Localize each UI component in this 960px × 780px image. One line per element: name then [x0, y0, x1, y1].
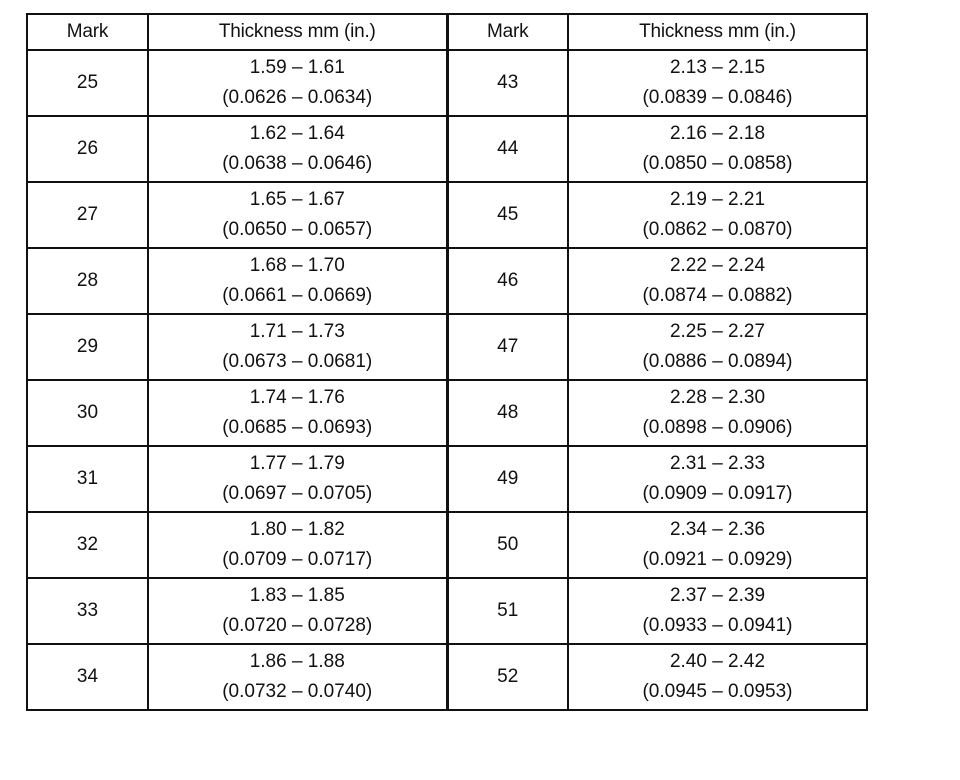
thickness-inch: (0.0839 – 0.0846): [642, 87, 793, 108]
thickness-cell: [148, 116, 447, 182]
table-row: [27, 50, 867, 116]
thickness-cell: [568, 182, 867, 248]
thickness-inch: (0.0933 – 0.0941): [642, 615, 793, 636]
thickness-mm: 2.16 – 2.18: [669, 123, 766, 144]
thickness-mm: 1.77 – 1.79: [249, 453, 345, 474]
mark-cell: 48: [447, 380, 568, 446]
thickness-inch: (0.0697 – 0.0705): [222, 483, 373, 504]
thickness-cell: [148, 446, 447, 512]
thickness-mm: 2.19 – 2.21: [669, 189, 766, 210]
thickness-inch: (0.0921 – 0.0929): [642, 549, 793, 570]
thickness-mm: 1.68 – 1.70: [249, 255, 345, 276]
thickness-inch: (0.0709 – 0.0717): [222, 549, 373, 570]
thickness-inch: (0.0638 – 0.0646): [222, 153, 373, 174]
thickness-mm: 1.86 – 1.88: [249, 651, 345, 672]
thickness-inch: (0.0898 – 0.0906): [642, 417, 793, 438]
mark-cell: 31: [27, 446, 148, 512]
mark-cell: 33: [27, 578, 148, 644]
thickness-inch: (0.0909 – 0.0917): [642, 483, 793, 504]
thickness-inch: (0.0886 – 0.0894): [642, 351, 793, 372]
thickness-mm: 1.71 – 1.73: [249, 321, 345, 342]
header-thickness: Thickness mm (in.): [148, 14, 447, 50]
thickness-inch: (0.0661 – 0.0669): [222, 285, 373, 306]
thickness-inch: (0.0626 – 0.0634): [222, 87, 373, 108]
thickness-mm: 2.34 – 2.36: [669, 519, 766, 540]
thickness-mm: 2.25 – 2.27: [669, 321, 766, 342]
table-row: [27, 248, 867, 314]
mark-cell: 46: [447, 248, 568, 314]
thickness-mm: 1.65 – 1.67: [249, 189, 345, 210]
table-row: [27, 182, 867, 248]
thickness-mm: 2.13 – 2.15: [669, 57, 766, 78]
mark-cell: 44: [447, 116, 568, 182]
table-row: [27, 116, 867, 182]
thickness-cell: [568, 380, 867, 446]
thickness-inch: (0.0732 – 0.0740): [222, 681, 373, 702]
thickness-cell: [568, 644, 867, 710]
thickness-inch: (0.0685 – 0.0693): [222, 417, 373, 438]
table-body: [27, 50, 867, 710]
thickness-mm: 1.80 – 1.82: [249, 519, 345, 540]
thickness-inch: (0.0862 – 0.0870): [642, 219, 793, 240]
thickness-cell: [148, 380, 447, 446]
header-row: [27, 14, 867, 50]
mark-cell: 28: [27, 248, 148, 314]
mark-cell: 34: [27, 644, 148, 710]
thickness-inch: (0.0720 – 0.0728): [222, 615, 373, 636]
mark-cell: 29: [27, 314, 148, 380]
thickness-mm: 1.74 – 1.76: [249, 387, 345, 408]
table-row: [27, 380, 867, 446]
mark-cell: 30: [27, 380, 148, 446]
table-row: [27, 578, 867, 644]
thickness-inch: (0.0945 – 0.0953): [642, 681, 793, 702]
thickness-mm: 1.62 – 1.64: [249, 123, 345, 144]
table-row: [27, 512, 867, 578]
mark-cell: 43: [447, 50, 568, 116]
thickness-cell: [568, 314, 867, 380]
mark-cell: 49: [447, 446, 568, 512]
table-row: [27, 314, 867, 380]
mark-cell: 32: [27, 512, 148, 578]
header-mark: Mark: [27, 14, 148, 50]
table-row: [27, 644, 867, 710]
thickness-mm: 2.37 – 2.39: [669, 585, 766, 606]
thickness-inch: (0.0650 – 0.0657): [222, 219, 373, 240]
thickness-cell: [568, 512, 867, 578]
header-thickness: Thickness mm (in.): [568, 14, 867, 50]
thickness-table: [26, 13, 868, 711]
table-row: [27, 446, 867, 512]
thickness-cell: [568, 50, 867, 116]
thickness-inch: (0.0874 – 0.0882): [642, 285, 793, 306]
thickness-cell: [148, 644, 447, 710]
thickness-mm: 1.59 – 1.61: [249, 57, 345, 78]
thickness-mm: 2.22 – 2.24: [669, 255, 766, 276]
thickness-cell: [148, 512, 447, 578]
thickness-mm: 1.83 – 1.85: [249, 585, 345, 606]
thickness-inch: (0.0673 – 0.0681): [222, 351, 373, 372]
mark-cell: 51: [447, 578, 568, 644]
thickness-inch: (0.0850 – 0.0858): [642, 153, 793, 174]
thickness-mm: 2.31 – 2.33: [669, 453, 766, 474]
thickness-cell: [568, 446, 867, 512]
thickness-cell: [568, 578, 867, 644]
thickness-cell: [148, 182, 447, 248]
mark-cell: 52: [447, 644, 568, 710]
thickness-cell: [148, 314, 447, 380]
mark-cell: 50: [447, 512, 568, 578]
thickness-mm: 2.28 – 2.30: [669, 387, 766, 408]
mark-cell: 25: [27, 50, 148, 116]
mark-cell: 26: [27, 116, 148, 182]
mark-cell: 45: [447, 182, 568, 248]
thickness-cell: [568, 116, 867, 182]
mark-cell: 47: [447, 314, 568, 380]
thickness-cell: [148, 578, 447, 644]
thickness-cell: [148, 50, 447, 116]
thickness-cell: [568, 248, 867, 314]
mark-cell: 27: [27, 182, 148, 248]
thickness-cell: [148, 248, 447, 314]
thickness-mm: 2.40 – 2.42: [669, 651, 766, 672]
header-mark: Mark: [447, 14, 568, 50]
